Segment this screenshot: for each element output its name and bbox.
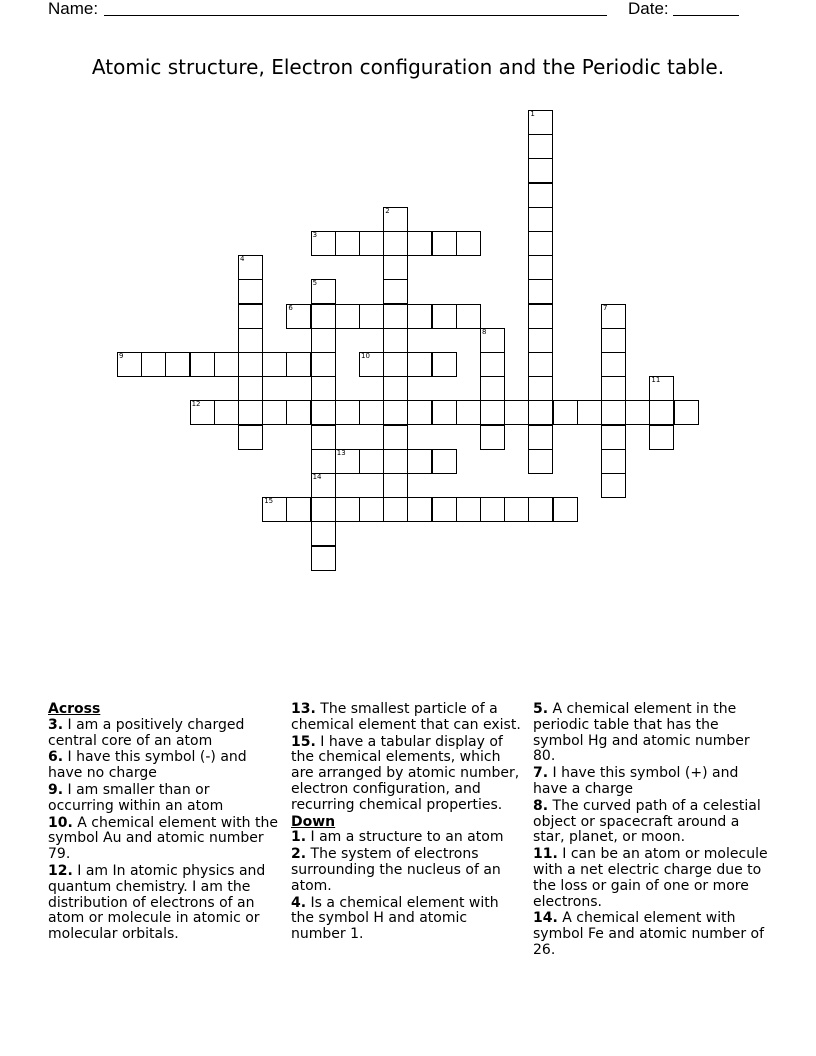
crossword-cell[interactable] <box>335 231 360 256</box>
page-title: Atomic structure, Electron configuration and the Periodic table. <box>91 55 725 79</box>
crossword-cell[interactable] <box>214 400 239 425</box>
crossword-cell[interactable] <box>407 400 432 425</box>
crossword-cell[interactable] <box>262 400 287 425</box>
crossword-cell[interactable] <box>553 400 578 425</box>
crossword-cell[interactable] <box>311 376 336 401</box>
crossword-cell[interactable] <box>528 279 553 304</box>
crossword-cell[interactable] <box>311 497 336 522</box>
crossword-cell[interactable] <box>504 497 529 522</box>
crossword-cell[interactable] <box>117 352 142 377</box>
clues-column-2 <box>291 702 526 944</box>
crossword-cell[interactable] <box>528 304 553 329</box>
date-label: Date: <box>628 0 669 18</box>
crossword-cell[interactable] <box>528 183 553 208</box>
crossword-cell[interactable] <box>528 328 553 353</box>
crossword-cell[interactable] <box>674 400 699 425</box>
clue-number: 14 <box>312 473 322 481</box>
clue-across-12: 12. I am In atomic physics and quantum chemistry. I am the distribution of electrons of an atom or molecule in atomic or molecular orbitals. <box>48 862 266 943</box>
crossword-cell[interactable] <box>456 304 481 329</box>
clue-down-11: 11. I can be an atom or molecule with a net electric charge due to the loss or gain of one or more electrons. <box>533 846 768 910</box>
crossword-cell[interactable] <box>238 279 263 304</box>
clue-across-6: 6. I have this symbol (-) and have no charge <box>48 749 247 782</box>
crossword-cell[interactable] <box>383 304 408 329</box>
crossword-cell[interactable] <box>528 134 553 159</box>
crossword-cell[interactable] <box>649 376 674 401</box>
clue-down-7: 7. I have this symbol (+) and have a charge <box>533 765 739 797</box>
crossword-cell[interactable] <box>214 352 239 377</box>
crossword-cell[interactable] <box>383 473 408 498</box>
crossword-cell[interactable] <box>383 231 408 256</box>
crossword-cell[interactable] <box>190 400 215 425</box>
crossword-cell[interactable] <box>432 497 457 522</box>
name-label: Name: <box>48 0 99 18</box>
crossword-cell[interactable] <box>456 231 481 256</box>
clue-down-4: 4. Is a chemical element with the symbol H and atomic number 1. <box>291 894 499 943</box>
crossword-cell[interactable] <box>238 328 263 353</box>
crossword-cell[interactable] <box>286 352 311 377</box>
clues-column-1 <box>48 702 278 944</box>
crossword-cell[interactable] <box>286 497 311 522</box>
crossword-cell[interactable] <box>238 352 263 377</box>
crossword-cell[interactable] <box>432 400 457 425</box>
crossword-cell[interactable] <box>359 231 384 256</box>
crossword-cell[interactable] <box>383 279 408 304</box>
clue-number: 10 <box>361 352 370 360</box>
crossword-cell[interactable] <box>238 304 263 329</box>
down-heading: Down <box>291 813 336 830</box>
crossword-cell[interactable] <box>238 255 263 280</box>
crossword-cell[interactable] <box>141 352 166 377</box>
crossword-cell[interactable] <box>311 449 336 474</box>
crossword-cell[interactable] <box>456 497 481 522</box>
crossword-cell[interactable] <box>601 376 626 401</box>
clue-down-14: 14. A chemical element with symbol Fe and atomic number of 26. <box>533 910 765 958</box>
crossword-cell[interactable] <box>286 304 311 329</box>
clue-across-15: 15. I have a tabular display of the chemical elements, which are arranged by atomic number, electron configuration, and recurring chemical properties. <box>291 733 520 813</box>
crossword-cell[interactable] <box>262 497 287 522</box>
crossword-cell[interactable] <box>504 400 529 425</box>
crossword-cell[interactable] <box>432 231 457 256</box>
crossword-cell[interactable] <box>407 304 432 329</box>
crossword-cell[interactable] <box>190 352 215 377</box>
crossword-cell[interactable] <box>577 400 602 425</box>
clue-across-3: 3. I am a positively charged central core of an atom <box>48 716 245 749</box>
crossword-cell[interactable] <box>528 425 553 450</box>
crossword-cell[interactable] <box>432 449 457 474</box>
crossword-cell[interactable] <box>238 425 263 450</box>
clue-across-10: 10. A chemical element with the symbol Au and atomic number 79. <box>48 814 278 863</box>
crossword-cell[interactable] <box>480 352 505 377</box>
clue-down-8: 8. The curved path of a celestial object or spacecraft around a star, planet, or moon. <box>533 797 761 846</box>
crossword-cell[interactable] <box>311 352 336 377</box>
crossword-cell[interactable] <box>528 158 553 183</box>
crossword-cell[interactable] <box>359 304 384 329</box>
crossword-cell[interactable] <box>383 328 408 353</box>
crossword-cell[interactable] <box>311 304 336 329</box>
clue-number: 11 <box>651 376 661 385</box>
clue-number: 7 <box>603 303 608 312</box>
crossword-cell[interactable] <box>601 473 626 498</box>
crossword-cell[interactable] <box>286 400 311 425</box>
clue-number: 4 <box>240 255 245 264</box>
crossword-cell[interactable] <box>432 304 457 329</box>
crossword-cell[interactable] <box>480 328 505 353</box>
crossword-cell[interactable] <box>480 425 505 450</box>
crossword-cell[interactable] <box>311 328 336 353</box>
crossword-cell[interactable] <box>383 376 408 401</box>
crossword-cell[interactable] <box>480 400 505 425</box>
clue-number: 13 <box>336 448 346 457</box>
crossword-cell[interactable] <box>311 400 336 425</box>
crossword-cell[interactable] <box>528 255 553 280</box>
crossword-cell[interactable] <box>407 352 432 377</box>
crossword-cell[interactable] <box>359 449 384 474</box>
crossword-cell[interactable] <box>480 376 505 401</box>
clue-number: 1 <box>530 110 535 118</box>
crossword-cell[interactable] <box>383 352 408 377</box>
crossword-cell[interactable] <box>528 449 553 474</box>
crossword-cell[interactable] <box>359 400 384 425</box>
crossword-cell[interactable] <box>601 449 626 474</box>
clue-number: 8 <box>482 327 487 336</box>
crossword-cell[interactable] <box>625 400 650 425</box>
crossword-cell[interactable] <box>528 400 553 425</box>
crossword-cell[interactable] <box>383 400 408 425</box>
clue-number: 15 <box>264 497 274 506</box>
crossword-cell[interactable] <box>383 255 408 280</box>
crossword-cell[interactable] <box>311 521 336 546</box>
crossword-cell[interactable] <box>553 497 578 522</box>
crossword-cell[interactable] <box>262 352 287 377</box>
crossword-cell[interactable] <box>528 110 553 135</box>
crossword-cell[interactable] <box>311 231 336 256</box>
clue-down-5: 5. A chemical element in the periodic table that has the symbol Hg and atomic number 80. <box>533 701 750 765</box>
clue-down-2: 2. The system of electrons surrounding the nucleus of an atom. <box>291 846 501 894</box>
crossword-cell[interactable] <box>649 425 674 450</box>
crossword-cell[interactable] <box>311 425 336 450</box>
crossword-cell[interactable] <box>359 497 384 522</box>
crossword-cell[interactable] <box>601 328 626 353</box>
clue-number: 6 <box>288 303 293 312</box>
crossword-cell[interactable] <box>165 352 190 377</box>
crossword-cell[interactable] <box>528 376 553 401</box>
crossword-cell[interactable] <box>238 376 263 401</box>
crossword-cell[interactable] <box>359 352 384 377</box>
crossword-cell[interactable] <box>601 400 626 425</box>
crossword-cell[interactable] <box>383 207 408 232</box>
crossword-cell[interactable] <box>335 449 360 474</box>
crossword-cell[interactable] <box>480 497 505 522</box>
crossword-cell[interactable] <box>311 473 336 498</box>
crossword-cell[interactable] <box>528 231 553 256</box>
crossword-cell[interactable] <box>528 352 553 377</box>
crossword-cell[interactable] <box>383 449 408 474</box>
crossword-cell[interactable] <box>311 546 336 571</box>
crossword-cell[interactable] <box>528 497 553 522</box>
crossword-cell[interactable] <box>407 231 432 256</box>
crossword-cell[interactable] <box>601 304 626 329</box>
across-heading: Across <box>48 701 101 717</box>
clue-across-13: 13. The smallest particle of a chemical element that can exist. <box>291 701 521 733</box>
clue-number: 5 <box>312 279 318 288</box>
crossword-cell[interactable] <box>335 497 360 522</box>
crossword-cell[interactable] <box>649 400 674 425</box>
clue-down-1: 1. I am a structure to an atom <box>291 829 504 846</box>
crossword-cell[interactable] <box>528 207 553 232</box>
crossword-cell[interactable] <box>335 304 360 329</box>
crossword-cell[interactable] <box>383 425 408 450</box>
crossword-cell[interactable] <box>335 400 360 425</box>
crossword-cell[interactable] <box>601 425 626 450</box>
crossword-cell[interactable] <box>601 352 626 377</box>
crossword-cell[interactable] <box>456 400 481 425</box>
crossword-cell[interactable] <box>407 497 432 522</box>
clue-number: 3 <box>312 231 318 239</box>
crossword-cell[interactable] <box>383 497 408 522</box>
clue-across-9: 9. I am smaller than or occurring within an atom <box>48 781 224 814</box>
clue-number: 2 <box>385 206 390 215</box>
clue-number: 9 <box>119 352 124 360</box>
clues-column-3 <box>533 702 773 960</box>
crossword-cell[interactable] <box>432 352 457 377</box>
crossword-cell[interactable] <box>311 279 336 304</box>
crossword-cell[interactable] <box>407 449 432 474</box>
crossword-cell[interactable] <box>238 400 263 425</box>
clue-number: 12 <box>191 400 201 409</box>
